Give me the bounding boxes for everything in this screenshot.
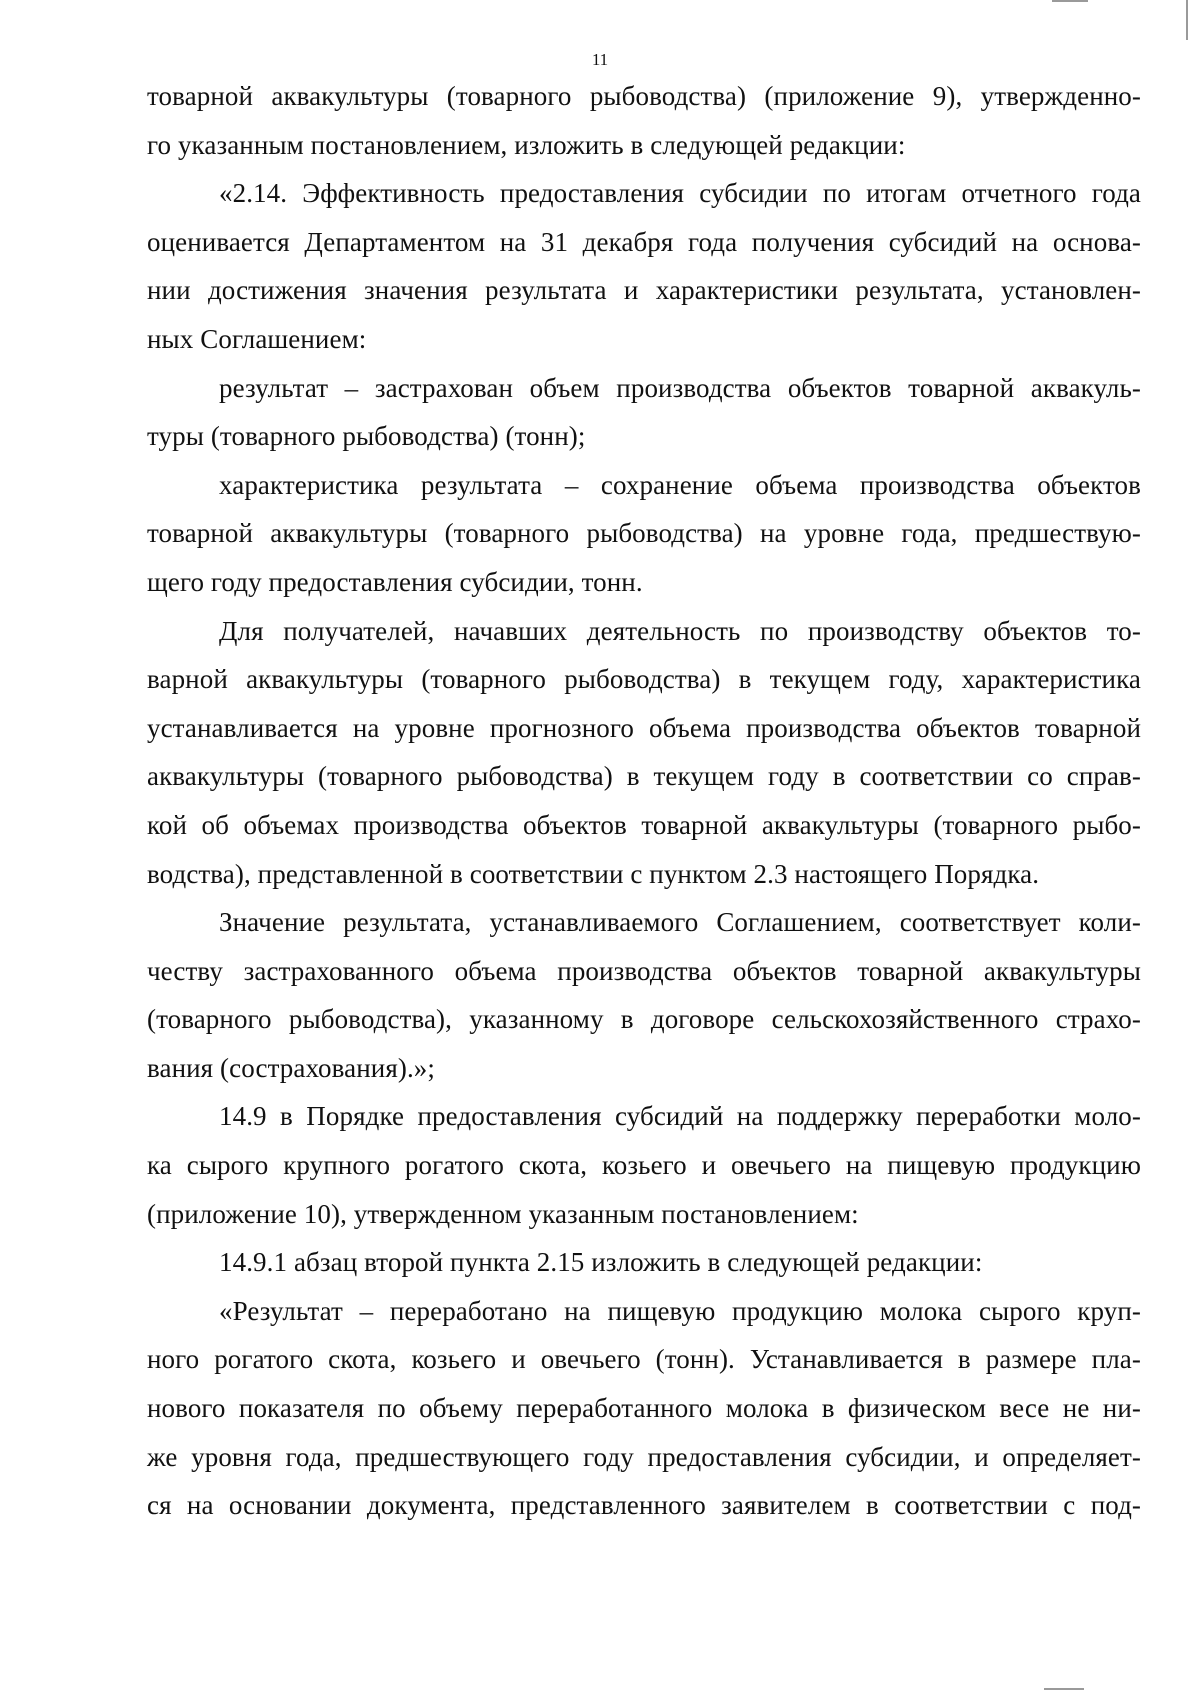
text-line: нового показателя по объему переработанного молока в физическом весе не ни- (147, 1393, 1141, 1424)
text-line: результат – застрахован объем производства объектов товарной аквакуль- (219, 372, 1141, 403)
text-line: го указанным постановлением, изложить в следующей редакции: (147, 129, 906, 160)
scan-mark (1044, 1688, 1084, 1690)
text-line: (товарного рыбоводства), указанному в договоре сельскохозяйственного страхо- (147, 1004, 1141, 1035)
text-line: товарной аквакультуры (товарного рыбоводства) на уровне года, предшествую- (147, 518, 1141, 549)
text-line: туры (товарного рыбоводства) (тонн); (147, 421, 586, 452)
text-line: устанавливается на уровне прогнозного объема производства объектов товарной (147, 712, 1141, 743)
text-line: оценивается Департаментом на 31 декабря года получения субсидий на основа- (147, 226, 1141, 257)
page-number: 11 (591, 50, 609, 69)
text-line: товарной аквакультуры (товарного рыбоводства) (приложение 9), утвержденно- (147, 81, 1141, 111)
text-line: ка сырого крупного рогатого скота, козьего и овечьего на пищевую продукцию (147, 1150, 1141, 1181)
text-line: Значение результата, устанавливаемого Соглашением, соответствует коли- (219, 907, 1141, 938)
text-line: ся на основании документа, представленного заявителем в соответствии с под- (147, 1490, 1141, 1521)
text-line: щего году предоставления субсидии, тонн. (147, 566, 643, 597)
scan-mark (1186, 0, 1188, 40)
text-line: кой об объемах производства объектов товарной аквакультуры (товарного рыбо- (147, 809, 1141, 840)
text-line: нии достижения значения результата и характеристики результата, установлен- (147, 275, 1141, 306)
text-line: аквакультуры (товарного рыбоводства) в текущем году в соответствии со справ- (147, 761, 1141, 792)
document-body (147, 72, 1141, 1530)
text-line: честву застрахованного объема производства объектов товарной аквакультуры (147, 955, 1141, 986)
text-line: водства), представленной в соответствии с пунктом 2.3 настоящего Порядка. (147, 858, 1040, 889)
text-line: Для получателей, начавших деятельность по производству объектов то- (219, 615, 1141, 646)
text-line: вания (сострахования).»; (147, 1052, 435, 1083)
text-line: 14.9.1 абзац второй пункта 2.15 изложить в следующей редакции: (219, 1247, 983, 1278)
text-line: ных Соглашением: (147, 323, 367, 354)
text-line: (приложение 10), утвержденном указанным постановлением: (147, 1198, 859, 1229)
text-line: варной аквакультуры (товарного рыбоводства) в текущем году, характеристика (147, 664, 1141, 695)
text-line: ного рогатого скота, козьего и овечьего (тонн). Устанавливается в размере пла- (147, 1344, 1141, 1375)
text-line: характеристика результата – сохранение объема производства объектов (219, 469, 1141, 500)
text-line: «2.14. Эффективность предоставления субсидии по итогам отчетного года (219, 178, 1141, 209)
text-line: «Результат – переработано на пищевую продукцию молока сырого круп- (219, 1295, 1141, 1326)
text-line: же уровня года, предшествующего году предоставления субсидии, и определяет- (147, 1441, 1141, 1472)
text-line: 14.9 в Порядке предоставления субсидий на поддержку переработки моло- (219, 1101, 1141, 1132)
scan-mark (1052, 0, 1088, 2)
